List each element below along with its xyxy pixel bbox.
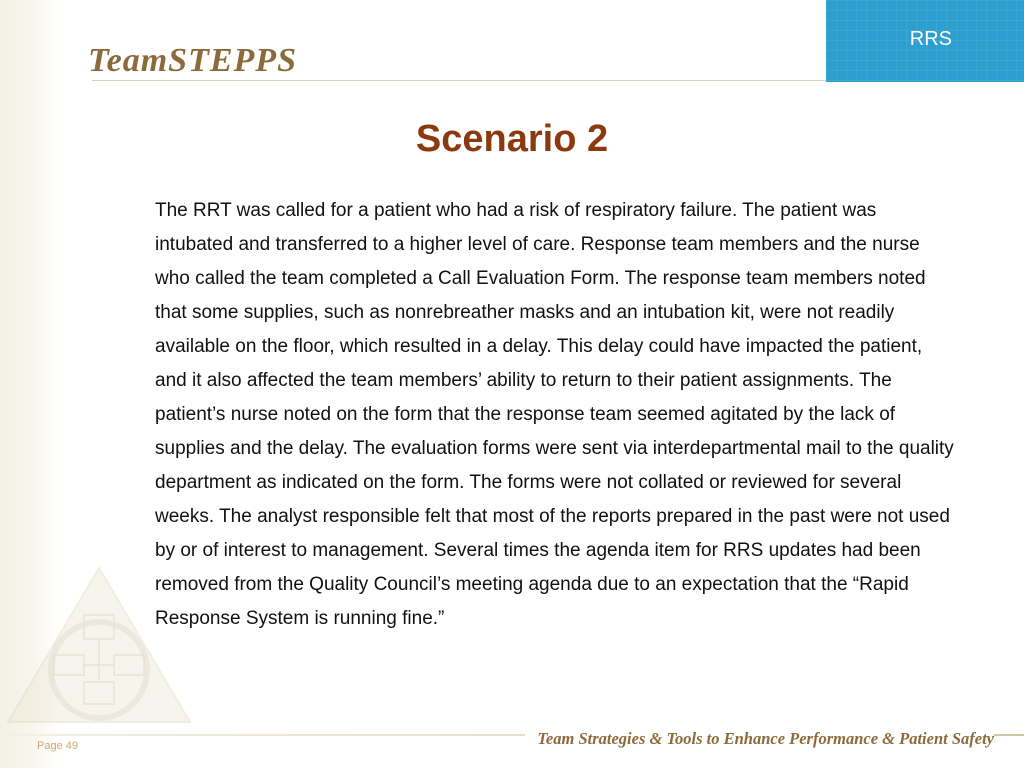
scenario-body-text: The RRT was called for a patient who had a risk of respiratory failure. The patient was intubated and transferred to a higher level of care. Response team members and the nurse who called the team completed a Call Evaluation Form. The response team members noted that some supplies, such as nonrebreather masks and an intubation kit, were not readily available on the floor, which resulted in a delay. This delay could have impacted the patient, and it also affected the team members’ ability to return to their patient assignments. The patient’s nurse noted on the form that the response team seemed agitated by the lack of supplies and the delay. The evaluation forms were sent via interdepartmental mail to the quality department as indicated on the form. The forms were not collated or reviewed for several weeks. The analyst responsible felt that most of the reports prepared in the past were not used by or of interest to management. Several times the agenda item for RRS updates had been removed from the Quality Council’s meeting agenda due to an expectation that the “Rapid Response System is running fine.” (155, 200, 954, 629)
teamstepps-emblem-watermark (4, 560, 194, 730)
footer-tagline: Team Strategies & Tools to Enhance Performance & Patient Safety (525, 729, 994, 749)
section-tag (826, 0, 1024, 82)
section-tag-label: RRS (909, 28, 952, 50)
page-number: Page 49 (37, 740, 78, 752)
slide-title: Scenario 2 (415, 118, 609, 160)
teamstepps-logo: TeamSTEPPS (88, 42, 297, 79)
